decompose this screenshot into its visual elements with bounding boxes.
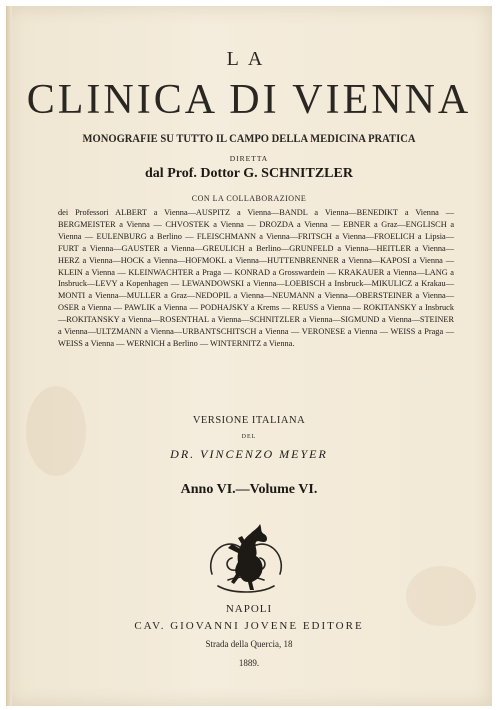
rearing-horse-monogram-icon (198, 516, 294, 602)
directed-label: DIRETTA (229, 154, 269, 163)
imprint-city: NAPOLI (225, 603, 273, 615)
translation-label: VERSIONE ITALIANA (192, 415, 306, 426)
subtitle: MONOGRAFIE SU TUTTO IL CAMPO DELLA MEDICINA PRATICA (82, 133, 416, 145)
title-page (6, 6, 492, 706)
imprint-publisher: CAV. GIOVANNI JOVENE EDITORE (134, 620, 364, 632)
contributors-list: dei Professori ALBERT a Vienna—AUSPITZ a Vienna—BANDL a Vienna—BENEDIKT a Vienna — BERGMEISTER a Vienna — CHVOSTEK a Vienna — DROZDA a Vienna — EBNER a Graz—ENGLISCH a Vienna — EULENBURG a Berlino — FLEISCHMANN a Vienna—FRITSCH a Vienna—FROELICH a Lipsia—FURT a Vienna—GAUSTER a Vienna—GREULICH a Berlino—GRUNFELD a Vienna—HEITLER a Vienna—HERZ a Vienna—HOCK a Vienna—HOFMOKL a Vienna—HUTTENBRENNER a Vienna—KAPOSI a Vienna — KLEIN a Vienna — KLEINWACHTER a Praga — KONRAD a Grosswardein — KRAKAUER a Vienna—LANG a Insbruck—LEVY a Kopenhagen — LEWANDOWSKI a Vienna—LOEBISCH a Insbruck—MIKULICZ a Krakau—MONTI a Vienna—MULLER a Graz—NEDOPIL a Vienna—NEUMANN a Vienna—OBERSTEINER a Vienna—OSER a Vienna — PAWLIK a Vienna — PODHAJSKY a Krems — REUSS a Vienna — ROKITANSKY a Insbruck—ROKITANSKY a Vienna—ROSENTHAL a Vienna—SCHNITZLER a Vienna—SIGMUND a Vienna—STEINER a Vienna—ULTZMANN a Vienna—URBANTSCHITSCH a Vienna — VERONESE a Vienna — WEISS a Praga — WEISS a Vienna — WERNICH a Berlino — WINTERNITZ a Vienna. (58, 208, 454, 348)
volume-label: Anno VI.—Volume VI. (180, 482, 318, 497)
translation-by: DEL (241, 434, 257, 440)
imprint-address: Strada della Quercia, 18 (205, 639, 293, 649)
paper-stain (406, 566, 476, 626)
imprint-year: 1889. (238, 658, 260, 668)
paper-stain (26, 386, 86, 476)
director-name: dal Prof. Dottor G. SCHNITZLER (145, 166, 353, 181)
title-article: LA (226, 48, 272, 70)
translator-name: DR. VINCENZO MEYER (170, 447, 328, 461)
page-title: CLINICA DI VIENNA (26, 77, 472, 123)
collaboration-label: CON LA COLLABORAZIONE (191, 194, 307, 203)
